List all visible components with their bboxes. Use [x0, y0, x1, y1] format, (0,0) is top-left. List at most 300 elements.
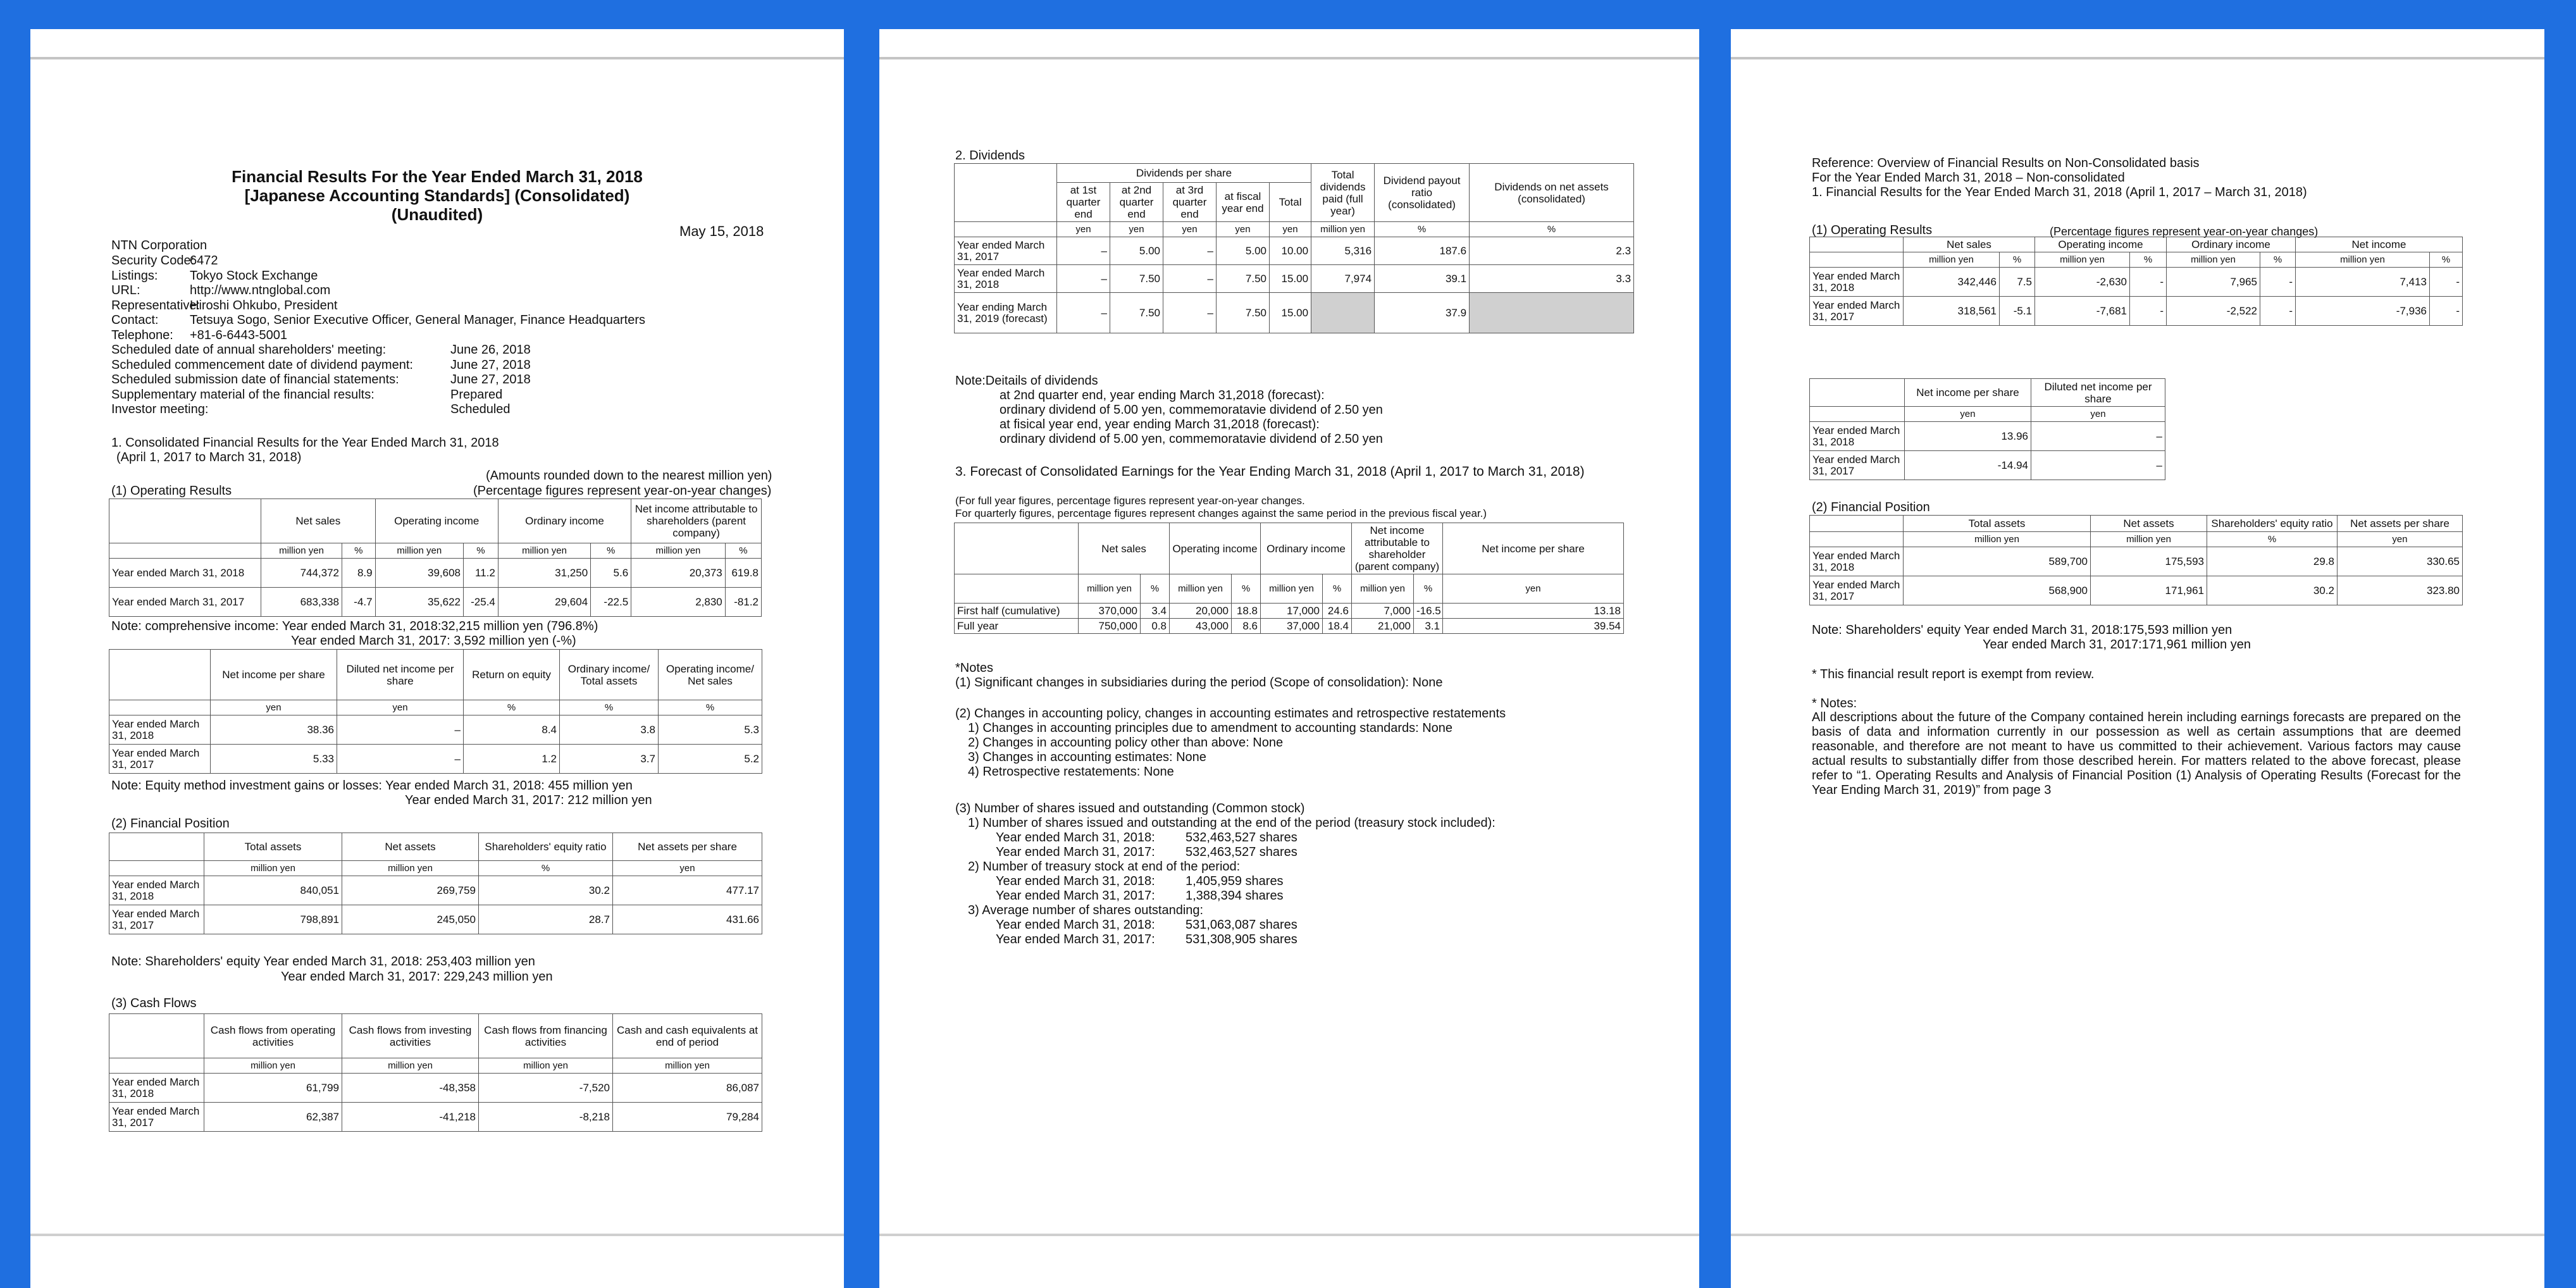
notes-item-2: (2) Changes in accounting policy, changes in accounting estimates and retrospective restatements	[955, 707, 1506, 721]
col-header: Total dividends paid (full year)	[1311, 164, 1375, 222]
info-value: http://www.ntnglobal.com	[190, 283, 331, 297]
nonconsolidated-financial-position-table	[1809, 515, 2463, 605]
unit-cell: million yen	[375, 543, 463, 559]
table-cell: 5.2	[659, 745, 762, 774]
table-cell: 29.8	[2207, 547, 2338, 576]
col-header: Net assets per share	[613, 833, 762, 861]
table-cell: 31,250	[498, 559, 590, 588]
table-cell: 5,316	[1311, 237, 1375, 265]
shareholders-equity-note: Note: Shareholders' equity Year ended March 31, 2018:175,593 million yen	[1812, 623, 2232, 637]
row-label: Year ended March 31, 2017	[109, 745, 211, 774]
dividend-note-line: ordinary dividend of 5.00 yen, commemoratavie dividend of 2.50 yen	[1000, 432, 1383, 446]
table-cell: -4.7	[342, 588, 376, 617]
shares-period: Year ended March 31, 2018:	[996, 831, 1155, 845]
shareholders-equity-note-2: Year ended March 31, 2017: 229,243 million yen	[281, 970, 553, 984]
table-cell: -25.4	[464, 588, 498, 617]
table-cell: 7.5	[2000, 268, 2035, 297]
equity-method-note-2: Year ended March 31, 2017: 212 million yen	[405, 793, 652, 807]
table-cell: 21,000	[1352, 619, 1414, 634]
table-cell: 568,900	[1904, 576, 2091, 605]
unit-cell: million yen	[631, 543, 726, 559]
unit-cell: yen	[613, 861, 762, 876]
unit-cell: yen	[1905, 407, 2031, 422]
accounting-change-item: 1) Changes in accounting principles due to amendment to accounting standards: None	[968, 721, 1453, 735]
col-header: at 1st quarter end	[1057, 183, 1110, 222]
shares-count: 1,388,394 shares	[1186, 889, 1284, 903]
table-cell: 7.50	[1217, 265, 1270, 293]
col-header: Cash flows from investing activities	[342, 1014, 479, 1058]
unit-cell: %	[479, 861, 613, 876]
table-cell: 2.3	[1470, 237, 1634, 265]
unit-cell: yen	[1443, 574, 1624, 604]
table-cell: -	[2130, 297, 2167, 326]
unit-cell: %	[591, 543, 631, 559]
schedule-label: Supplementary material of the financial results:	[111, 387, 375, 402]
unit-cell: million yen	[1170, 574, 1232, 604]
info-value: 6472	[190, 254, 218, 268]
table-cell: –	[1163, 265, 1217, 293]
table-cell: 35,622	[375, 588, 463, 617]
company-name: NTN Corporation	[111, 238, 207, 252]
dividend-note-line: at 2nd quarter end, year ending March 31,2018 (forecast):	[1000, 388, 1325, 402]
schedule-label: Scheduled date of annual shareholders' meeting:	[111, 343, 387, 357]
row-label: Year ended March 31, 2017	[955, 237, 1057, 265]
table-cell: 318,561	[1904, 297, 2000, 326]
document-title: Financial Results For the Year Ended March 31, 2018	[232, 167, 643, 186]
col-header: Cash and cash equivalents at end of period	[613, 1014, 762, 1058]
info-value: +81-6-6443-5001	[190, 328, 288, 342]
schedule-value: June 26, 2018	[450, 343, 531, 357]
notes-item-3: (3) Number of shares issued and outstanding (Common stock)	[955, 802, 1305, 815]
table-cell: 30.2	[479, 876, 613, 905]
section1-period: (April 1, 2017 to March 31, 2018)	[116, 450, 302, 464]
unit-cell: %	[725, 543, 761, 559]
table-cell: 15.00	[1270, 265, 1311, 293]
table-cell: -	[2430, 268, 2463, 297]
unit-cell: million yen	[498, 543, 590, 559]
shares-period: Year ended March 31, 2017:	[996, 932, 1155, 946]
unit-cell: %	[1470, 222, 1634, 237]
operating-results-title: (1) Operating Results	[1812, 223, 1933, 237]
shares-period: Year ended March 31, 2018:	[996, 874, 1155, 888]
shares-count: 532,463,527 shares	[1186, 845, 1297, 859]
table-cell: -	[2130, 268, 2167, 297]
table-cell: -14.94	[1905, 451, 2031, 480]
sheet-1	[30, 66, 844, 1288]
table-cell: 330.65	[2338, 547, 2463, 576]
financial-position-title: (2) Financial Position	[1812, 500, 1930, 514]
col-header: at 2nd quarter end	[1110, 183, 1163, 222]
schedule-label: Investor meeting:	[111, 402, 209, 416]
col-header: Total	[1270, 183, 1311, 222]
table-cell: 61,799	[204, 1074, 342, 1103]
table-cell: –	[2031, 451, 2165, 480]
document-subtitle: [Japanese Accounting Standards] (Consolidated)	[244, 186, 630, 205]
unit-cell: million yen	[1904, 532, 2091, 547]
col-header: Operating income	[375, 499, 498, 543]
unit-cell: million yen	[342, 1058, 479, 1074]
shaded-cell	[1311, 293, 1375, 333]
info-label: Telephone:	[111, 328, 173, 342]
dividend-note-line: ordinary dividend of 5.00 yen, commemoratavie dividend of 2.50 yen	[1000, 403, 1383, 417]
table-cell: 15.00	[1270, 293, 1311, 333]
table-cell: 7.50	[1110, 293, 1163, 333]
page-top-band	[1731, 57, 2544, 59]
col-header: Ordinary income	[2167, 237, 2296, 252]
table-cell: 7,974	[1311, 265, 1375, 293]
unit-cell: yen	[211, 700, 337, 715]
shares-count: 532,463,527 shares	[1186, 831, 1297, 845]
table-cell: 3.7	[560, 745, 659, 774]
col-header: Diluted net income per share	[2031, 379, 2165, 407]
accounting-change-item: 4) Retrospective restatements: None	[968, 765, 1174, 779]
col-header: Shareholders' equity ratio	[2207, 516, 2338, 532]
col-header: Net sales	[1079, 523, 1170, 574]
table-cell: 20,373	[631, 559, 726, 588]
unit-cell: million yen	[1311, 222, 1375, 237]
table-cell: –	[1163, 293, 1217, 333]
row-label: Year ended March 31, 2017	[1810, 297, 1904, 326]
table-cell: 0.8	[1141, 619, 1170, 634]
unit-cell: %	[342, 543, 376, 559]
col-header: Operating income	[2035, 237, 2167, 252]
row-label: Year ended March 31, 2017	[109, 1103, 204, 1132]
col-header: Net assets per share	[2338, 516, 2463, 532]
table-cell: 39,608	[375, 559, 463, 588]
table-cell: –	[337, 745, 464, 774]
table-cell: 342,446	[1904, 268, 2000, 297]
table-cell: 39.1	[1375, 265, 1470, 293]
unit-cell: million yen	[2296, 252, 2430, 268]
table-cell: -7,520	[479, 1074, 613, 1103]
unit-cell: million yen	[342, 861, 479, 876]
page-top-band	[879, 57, 1699, 59]
operating-results-title: (1) Operating Results	[111, 484, 232, 498]
table-cell: -2,630	[2035, 268, 2130, 297]
comprehensive-income-note-2: Year ended March 31, 2017: 3,592 million yen (-%)	[291, 634, 576, 648]
row-label: Year ended March 31, 2018	[955, 265, 1057, 293]
table-cell: 840,051	[204, 876, 342, 905]
shares-count: 531,063,087 shares	[1186, 918, 1297, 932]
shareholders-equity-note: Note: Shareholders' equity Year ended March 31, 2018: 253,403 million yen	[111, 955, 535, 969]
unit-cell: %	[464, 700, 560, 715]
unit-cell: %	[2000, 252, 2035, 268]
row-label: Year ended March 31, 2017	[1810, 576, 1904, 605]
col-header: Net sales	[1904, 237, 2035, 252]
unit-cell: million yen	[2035, 252, 2130, 268]
col-header: Net income per share	[1443, 523, 1624, 574]
forward-looking-statement: All descriptions about the future of the Company contained herein including earnings forecasts are prepared on the basis of data and information currently in our possession as well as certain assumptions that are deemed reasonable, and therefore are not meant to have us committed to their achievement. Various factors may cause actual results to substantially differ from those described herein. For matters related to the above forecast, please refer to “1. Operating Results and Analysis of Financial Position (1) Analysis of Operating Results (Forecast for the Year Ending March 31, 2019)” from page 3	[1812, 710, 2461, 797]
forecast-title: 3. Forecast of Consolidated Earnings for the Year Ending March 31, 2018 (April 1, 2017 to March 31, 2018)	[955, 464, 1585, 479]
info-label: Contact:	[111, 313, 159, 327]
table-cell: –	[337, 715, 464, 745]
unit-cell: million yen	[204, 1058, 342, 1074]
table-cell: 245,050	[342, 905, 479, 934]
table-cell: -8,218	[479, 1103, 613, 1132]
unit-cell: million yen	[2091, 532, 2207, 547]
unit-cell: yen	[1110, 222, 1163, 237]
schedule-value: Scheduled	[450, 402, 511, 416]
dividends-title: 2. Dividends	[955, 149, 1025, 163]
schedule-value: June 27, 2018	[450, 373, 531, 387]
unit-cell: yen	[2338, 532, 2463, 547]
col-header: Shareholders' equity ratio	[479, 833, 613, 861]
page-top-band	[30, 57, 844, 59]
row-label: Year ended March 31, 2018	[1810, 422, 1905, 451]
table-cell: 24.6	[1323, 604, 1352, 619]
col-header: Operating income/ Net sales	[659, 650, 762, 700]
schedule-label: Scheduled submission date of financial statements:	[111, 373, 399, 387]
table-cell: –	[1163, 237, 1217, 265]
unit-cell: million yen	[2167, 252, 2260, 268]
unit-cell: %	[1375, 222, 1470, 237]
col-header: Cash flows from financing activities	[479, 1014, 613, 1058]
financial-position-title: (2) Financial Position	[111, 817, 230, 831]
unit-cell: %	[464, 543, 498, 559]
shareholders-equity-note-2: Year ended March 31, 2017:171,961 million yen	[1983, 638, 2251, 652]
forecast-table	[954, 523, 1624, 634]
dividend-note-line: at fisical year end, year ending March 31,2018 (forecast):	[1000, 418, 1320, 431]
table-cell: 37.9	[1375, 293, 1470, 333]
col-header: Net sales	[261, 499, 376, 543]
table-cell: 1.2	[464, 745, 560, 774]
table-cell: 39.54	[1443, 619, 1624, 634]
report-date: May 15, 2018	[679, 223, 764, 239]
cash-flows-title: (3) Cash Flows	[111, 996, 197, 1010]
table-cell: –	[1057, 265, 1110, 293]
table-cell: 8.4	[464, 715, 560, 745]
row-label: Year ended March 31, 2018	[109, 559, 261, 588]
table-cell: 7,000	[1352, 604, 1414, 619]
unit-cell: yen	[337, 700, 464, 715]
dividends-per-share-header: Dividends per share	[1057, 164, 1311, 183]
unit-cell: million yen	[204, 861, 342, 876]
unit-cell: million yen	[1904, 252, 2000, 268]
table-cell: 37,000	[1261, 619, 1323, 634]
unit-cell: million yen	[1079, 574, 1141, 604]
unit-cell: %	[1232, 574, 1261, 604]
row-label: Year ended March 31, 2018	[1810, 547, 1904, 576]
unit-cell: million yen	[1261, 574, 1323, 604]
table-cell: -48,358	[342, 1074, 479, 1103]
table-cell: 29,604	[498, 588, 590, 617]
comprehensive-income-note: Note: comprehensive income: Year ended March 31, 2018:32,215 million yen (796.8%)	[111, 619, 598, 633]
table-cell: 18.8	[1232, 604, 1261, 619]
col-header: Diluted net income per share	[337, 650, 464, 700]
table-cell: 10.00	[1270, 237, 1311, 265]
operating-results-table	[109, 498, 762, 617]
row-label: Year ended March 31, 2018	[109, 876, 204, 905]
rounding-note: (Amounts rounded down to the nearest million yen)	[486, 469, 772, 483]
table-cell: –	[1057, 293, 1110, 333]
shares-period: Year ended March 31, 2018:	[996, 918, 1155, 932]
table-cell: -	[2430, 297, 2463, 326]
unit-cell: yen	[1163, 222, 1217, 237]
schedule-value: Prepared	[450, 387, 503, 402]
per-share-table	[109, 649, 762, 774]
col-header: Ordinary income	[498, 499, 631, 543]
table-cell: -	[2260, 268, 2296, 297]
col-header: Net assets	[2091, 516, 2207, 532]
col-header: Operating income	[1170, 523, 1261, 574]
table-cell: 7,413	[2296, 268, 2430, 297]
col-header: Total assets	[204, 833, 342, 861]
col-header: Net income per share	[1905, 379, 2031, 407]
cash-flows-table	[109, 1013, 762, 1132]
table-cell: 589,700	[1904, 547, 2091, 576]
table-cell: 13.96	[1905, 422, 2031, 451]
unit-cell: million yen	[479, 1058, 613, 1074]
table-cell: 5.00	[1217, 237, 1270, 265]
section1-title: 1. Consolidated Financial Results for the Year Ended March 31, 2018	[111, 436, 499, 450]
shaded-cell	[1470, 293, 1634, 333]
unit-cell: %	[2430, 252, 2463, 268]
table-cell: 38.36	[211, 715, 337, 745]
col-header: Net income per share	[211, 650, 337, 700]
accounting-change-item: 2) Changes in accounting policy other than above: None	[968, 736, 1284, 750]
unit-cell-blank	[955, 222, 1057, 237]
table-cell: 86,087	[613, 1074, 762, 1103]
row-label: Year ended March 31, 2017	[1810, 451, 1905, 480]
table-cell: -16.5	[1414, 604, 1443, 619]
table-cell: 323.80	[2338, 576, 2463, 605]
row-label: Year ended March 31, 2018	[1810, 268, 1904, 297]
col-header: Ordinary income/ Total assets	[560, 650, 659, 700]
operating-results-note: (Percentage figures represent year-on-year changes)	[473, 484, 772, 498]
unit-cell: %	[2130, 252, 2167, 268]
table-cell: 683,338	[261, 588, 342, 617]
table-cell: -41,218	[342, 1103, 479, 1132]
forecast-note-1: (For full year figures, percentage figures represent year-on-year changes.	[955, 495, 1305, 507]
table-cell: 744,372	[261, 559, 342, 588]
reference-title: Reference: Overview of Financial Results on Non-Consolidated basis	[1812, 156, 2200, 170]
unit-cell: yen	[2031, 407, 2165, 422]
unaudited-label: (Unaudited)	[391, 205, 483, 224]
row-label: Year ended March 31, 2017	[109, 588, 261, 617]
shares-subheading: 2) Number of treasury stock at end of the period:	[968, 860, 1241, 874]
reference-section-1: 1. Financial Results for the Year Ended March 31, 2018 (April 1, 2017 – March 31, 2018)	[1812, 185, 2307, 199]
row-label: Year ended March 31, 2018	[109, 1074, 204, 1103]
shares-count: 1,405,959 shares	[1186, 874, 1284, 888]
col-header: Net assets	[342, 833, 479, 861]
table-cell: 8.9	[342, 559, 376, 588]
reference-subtitle: For the Year Ended March 31, 2018 – Non-consolidated	[1812, 171, 2125, 185]
operating-results-note: (Percentage figures represent year-on-year changes)	[2050, 225, 2319, 238]
schedule-value: June 27, 2018	[450, 357, 531, 372]
accounting-change-item: 3) Changes in accounting estimates: None	[968, 750, 1206, 764]
table-cell: 30.2	[2207, 576, 2338, 605]
unit-cell: %	[560, 700, 659, 715]
table-cell: 17,000	[1261, 604, 1323, 619]
table-cell: 5.00	[1110, 237, 1163, 265]
table-cell: 477.17	[613, 876, 762, 905]
col-header: Dividend payout ratio (consolidated)	[1375, 164, 1470, 222]
table-cell: 5.3	[659, 715, 762, 745]
row-label: Full year	[955, 619, 1079, 634]
unit-cell: %	[1141, 574, 1170, 604]
unit-cell: million yen	[613, 1058, 762, 1074]
table-cell: 7.50	[1217, 293, 1270, 333]
unit-cell: yen	[1057, 222, 1110, 237]
table-cell: -2,522	[2167, 297, 2260, 326]
financial-position-table	[109, 833, 762, 934]
info-value: Tokyo Stock Exchange	[190, 268, 318, 283]
notes-title: * Notes:	[1812, 697, 1857, 710]
col-header: Dividends on net assets (consolidated)	[1470, 164, 1634, 222]
table-cell: -5.1	[2000, 297, 2035, 326]
dividend-note-line: Note:Deitails of dividends	[955, 374, 1098, 388]
table-cell: 43,000	[1170, 619, 1232, 634]
per-share-table	[1809, 378, 2165, 480]
col-header: at 3rd quarter end	[1163, 183, 1217, 222]
table-cell: 619.8	[725, 559, 761, 588]
page-3	[1731, 29, 2544, 1288]
row-label: Year ended March 31, 2017	[109, 905, 204, 934]
col-header: at fiscal year end	[1217, 183, 1270, 222]
table-cell: 798,891	[204, 905, 342, 934]
unit-cell: million yen	[261, 543, 342, 559]
sheet-3	[1731, 66, 2544, 1288]
info-value: Hiroshi Ohkubo, President	[190, 298, 338, 313]
sheet-2	[879, 66, 1699, 1288]
col-header: Net income	[2296, 237, 2463, 252]
col-header: Ordinary income	[1261, 523, 1352, 574]
table-cell: 187.6	[1375, 237, 1470, 265]
table-cell: 8.6	[1232, 619, 1261, 634]
review-exempt-note: * This financial result report is exempt from review.	[1812, 667, 2095, 681]
dividends-table	[954, 163, 1634, 333]
table-cell: 20,000	[1170, 604, 1232, 619]
notes-item-1: (1) Significant changes in subsidiaries during the period (Scope of consolidation): None	[955, 676, 1443, 690]
table-cell: 5.33	[211, 745, 337, 774]
table-cell: 7,965	[2167, 268, 2260, 297]
page-2	[879, 29, 1699, 1288]
info-label: Representative:	[111, 298, 201, 313]
table-cell: 79,284	[613, 1103, 762, 1132]
table-cell: -22.5	[591, 588, 631, 617]
shares-count: 531,308,905 shares	[1186, 932, 1297, 946]
table-cell: 13.18	[1443, 604, 1624, 619]
table-cell: 3.1	[1414, 619, 1443, 634]
unit-cell: yen	[1217, 222, 1270, 237]
table-cell: 7.50	[1110, 265, 1163, 293]
table-cell: 62,387	[204, 1103, 342, 1132]
unit-cell: %	[1323, 574, 1352, 604]
table-cell: 11.2	[464, 559, 498, 588]
schedule-label: Scheduled commencement date of dividend payment:	[111, 357, 413, 372]
col-header: Return on equity	[464, 650, 560, 700]
table-cell: –	[1057, 237, 1110, 265]
col-header: Net income attributable to shareholder (parent company)	[1352, 523, 1443, 574]
unit-cell: %	[1414, 574, 1443, 604]
table-cell: 3.3	[1470, 265, 1634, 293]
notes-title: *Notes	[955, 661, 994, 675]
table-cell: 171,961	[2091, 576, 2207, 605]
unit-cell: %	[2207, 532, 2338, 547]
table-cell: -	[2260, 297, 2296, 326]
table-cell: 3.4	[1141, 604, 1170, 619]
table-cell: 750,000	[1079, 619, 1141, 634]
table-cell: -7,681	[2035, 297, 2130, 326]
row-label: First half (cumulative)	[955, 604, 1079, 619]
info-label: Listings:	[111, 268, 158, 283]
unit-cell: million yen	[1352, 574, 1414, 604]
forecast-note-2: For quarterly figures, percentage figures represent changes against the same period in the previous fiscal year.)	[955, 507, 1487, 519]
table-cell: -7,936	[2296, 297, 2430, 326]
row-label: Year ended March 31, 2018	[109, 715, 211, 745]
unit-cell: %	[2260, 252, 2296, 268]
table-cell: 18.4	[1323, 619, 1352, 634]
